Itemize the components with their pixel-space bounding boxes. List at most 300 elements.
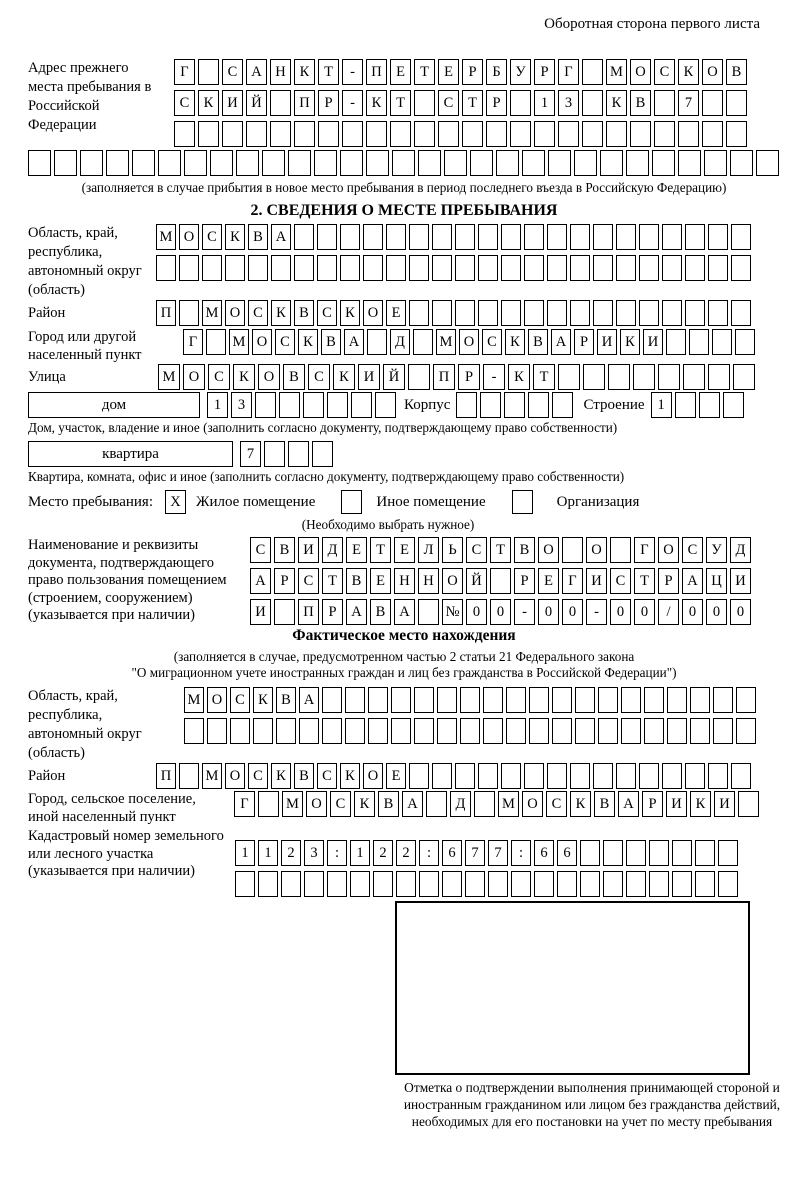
char-cell[interactable]: 0 [634, 599, 655, 625]
char-cell[interactable] [726, 121, 747, 147]
char-cell[interactable]: 3 [231, 392, 252, 418]
char-cell[interactable]: В [726, 59, 747, 85]
char-cell[interactable]: Ь [442, 537, 463, 563]
char-cell[interactable]: Г [183, 329, 203, 355]
char-cell[interactable] [480, 392, 501, 418]
ownership-doc-cells-row2[interactable] [250, 568, 751, 594]
char-cell[interactable] [621, 718, 641, 744]
char-cell[interactable] [735, 329, 755, 355]
char-cell[interactable]: Д [730, 537, 751, 563]
char-cell[interactable]: Е [370, 568, 391, 594]
char-cell[interactable] [253, 718, 273, 744]
char-cell[interactable] [132, 150, 155, 176]
char-cell[interactable] [552, 718, 572, 744]
actual-city-cells[interactable] [234, 791, 759, 817]
char-cell[interactable] [455, 300, 475, 326]
char-cell[interactable]: К [620, 329, 640, 355]
char-cell[interactable]: В [276, 687, 296, 713]
char-cell[interactable]: М [606, 59, 627, 85]
char-cell[interactable] [314, 150, 337, 176]
char-cell[interactable] [678, 121, 699, 147]
char-cell[interactable]: К [298, 329, 318, 355]
char-cell[interactable] [639, 300, 659, 326]
char-cell[interactable]: М [202, 763, 222, 789]
char-cell[interactable] [598, 687, 618, 713]
char-cell[interactable] [683, 364, 705, 390]
char-cell[interactable]: А [394, 599, 415, 625]
char-cell[interactable]: К [508, 364, 530, 390]
char-cell[interactable] [626, 840, 646, 866]
char-cell[interactable]: 6 [442, 840, 462, 866]
char-cell[interactable] [460, 718, 480, 744]
char-cell[interactable] [444, 150, 467, 176]
char-cell[interactable]: Е [386, 300, 406, 326]
char-cell[interactable]: Р [318, 90, 339, 116]
char-cell[interactable] [470, 150, 493, 176]
char-cell[interactable] [327, 871, 347, 897]
char-cell[interactable] [327, 392, 348, 418]
char-cell[interactable] [580, 840, 600, 866]
char-cell[interactable] [437, 687, 457, 713]
char-cell[interactable] [351, 392, 372, 418]
char-cell[interactable] [386, 224, 406, 250]
char-cell[interactable]: 1 [207, 392, 228, 418]
char-cell[interactable] [391, 718, 411, 744]
char-cell[interactable]: С [682, 537, 703, 563]
char-cell[interactable] [437, 718, 457, 744]
char-cell[interactable]: И [250, 599, 271, 625]
char-cell[interactable] [375, 392, 396, 418]
char-cell[interactable] [713, 687, 733, 713]
char-cell[interactable] [391, 687, 411, 713]
char-cell[interactable]: С [248, 300, 268, 326]
char-cell[interactable] [264, 441, 285, 467]
char-cell[interactable]: Т [318, 59, 339, 85]
char-cell[interactable] [654, 90, 675, 116]
stroenie-cells[interactable] [651, 392, 744, 418]
char-cell[interactable] [547, 255, 567, 281]
char-cell[interactable] [610, 537, 631, 563]
char-cell[interactable] [529, 718, 549, 744]
char-cell[interactable] [582, 90, 603, 116]
char-cell[interactable]: 0 [562, 599, 583, 625]
char-cell[interactable]: : [511, 840, 531, 866]
char-cell[interactable] [409, 763, 429, 789]
char-cell[interactable]: 2 [373, 840, 393, 866]
char-cell[interactable] [198, 59, 219, 85]
char-cell[interactable] [413, 329, 433, 355]
char-cell[interactable] [666, 329, 686, 355]
char-cell[interactable] [236, 150, 259, 176]
char-cell[interactable] [80, 150, 103, 176]
char-cell[interactable]: Р [534, 59, 555, 85]
char-cell[interactable] [288, 150, 311, 176]
char-cell[interactable]: Т [414, 59, 435, 85]
char-cell[interactable]: : [327, 840, 347, 866]
char-cell[interactable]: В [346, 568, 367, 594]
char-cell[interactable] [528, 392, 549, 418]
char-cell[interactable] [179, 300, 199, 326]
char-cell[interactable]: Т [370, 537, 391, 563]
char-cell[interactable]: О [363, 300, 383, 326]
char-cell[interactable] [345, 718, 365, 744]
char-cell[interactable]: В [378, 791, 399, 817]
char-cell[interactable] [570, 300, 590, 326]
char-cell[interactable]: - [514, 599, 535, 625]
char-cell[interactable]: М [282, 791, 303, 817]
char-cell[interactable] [626, 871, 646, 897]
char-cell[interactable]: А [402, 791, 423, 817]
char-cell[interactable]: 7 [240, 441, 261, 467]
char-cell[interactable] [179, 255, 199, 281]
char-cell[interactable] [414, 90, 435, 116]
char-cell[interactable]: К [690, 791, 711, 817]
char-cell[interactable] [390, 121, 411, 147]
char-cell[interactable] [363, 255, 383, 281]
char-cell[interactable] [418, 150, 441, 176]
char-cell[interactable] [644, 687, 664, 713]
char-cell[interactable]: 1 [235, 840, 255, 866]
street-cells[interactable] [158, 364, 755, 390]
char-cell[interactable] [534, 871, 554, 897]
char-cell[interactable] [704, 150, 727, 176]
char-cell[interactable]: - [342, 90, 363, 116]
char-cell[interactable]: И [222, 90, 243, 116]
char-cell[interactable] [662, 255, 682, 281]
char-cell[interactable]: А [618, 791, 639, 817]
char-cell[interactable]: Г [234, 791, 255, 817]
char-cell[interactable]: О [442, 568, 463, 594]
char-cell[interactable]: И [586, 568, 607, 594]
char-cell[interactable]: О [702, 59, 723, 85]
char-cell[interactable] [158, 150, 181, 176]
actual-district-cells[interactable] [156, 763, 751, 789]
char-cell[interactable] [409, 255, 429, 281]
char-cell[interactable]: / [658, 599, 679, 625]
char-cell[interactable]: 0 [706, 599, 727, 625]
char-cell[interactable]: А [246, 59, 267, 85]
char-cell[interactable]: Ц [706, 568, 727, 594]
cadastral-cells-row2[interactable] [235, 871, 738, 897]
char-cell[interactable] [106, 150, 129, 176]
char-cell[interactable]: О [538, 537, 559, 563]
char-cell[interactable] [202, 255, 222, 281]
char-cell[interactable]: В [630, 90, 651, 116]
char-cell[interactable]: : [419, 840, 439, 866]
char-cell[interactable] [702, 121, 723, 147]
char-cell[interactable]: П [156, 763, 176, 789]
char-cell[interactable]: К [271, 300, 291, 326]
char-cell[interactable]: И [597, 329, 617, 355]
char-cell[interactable]: И [643, 329, 663, 355]
char-cell[interactable] [258, 871, 278, 897]
char-cell[interactable] [501, 300, 521, 326]
char-cell[interactable]: Р [458, 364, 480, 390]
char-cell[interactable] [506, 718, 526, 744]
char-cell[interactable] [598, 718, 618, 744]
char-cell[interactable]: Г [562, 568, 583, 594]
char-cell[interactable] [524, 300, 544, 326]
region-cells-row1[interactable] [156, 224, 751, 250]
char-cell[interactable] [294, 255, 314, 281]
char-cell[interactable] [574, 150, 597, 176]
char-cell[interactable] [626, 150, 649, 176]
char-cell[interactable]: Е [386, 763, 406, 789]
char-cell[interactable] [570, 763, 590, 789]
char-cell[interactable]: К [366, 90, 387, 116]
char-cell[interactable]: 6 [534, 840, 554, 866]
char-cell[interactable]: Е [346, 537, 367, 563]
char-cell[interactable]: О [522, 791, 543, 817]
char-cell[interactable] [658, 364, 680, 390]
char-cell[interactable] [483, 687, 503, 713]
char-cell[interactable] [708, 300, 728, 326]
char-cell[interactable] [414, 121, 435, 147]
char-cell[interactable] [207, 718, 227, 744]
char-cell[interactable] [432, 763, 452, 789]
char-cell[interactable]: Д [322, 537, 343, 563]
actual-region-cells-row1[interactable] [184, 687, 756, 713]
char-cell[interactable]: В [283, 364, 305, 390]
char-cell[interactable]: О [179, 224, 199, 250]
char-cell[interactable]: 1 [651, 392, 672, 418]
char-cell[interactable] [733, 364, 755, 390]
char-cell[interactable]: К [505, 329, 525, 355]
char-cell[interactable]: К [225, 224, 245, 250]
char-cell[interactable] [438, 121, 459, 147]
char-cell[interactable]: В [294, 300, 314, 326]
char-cell[interactable]: С [654, 59, 675, 85]
char-cell[interactable] [304, 871, 324, 897]
char-cell[interactable]: В [248, 224, 268, 250]
char-cell[interactable] [478, 255, 498, 281]
char-cell[interactable] [501, 224, 521, 250]
char-cell[interactable] [340, 224, 360, 250]
char-cell[interactable] [630, 121, 651, 147]
char-cell[interactable] [644, 718, 664, 744]
char-cell[interactable]: 0 [730, 599, 751, 625]
char-cell[interactable] [258, 791, 279, 817]
prev-address-cells-row3[interactable] [174, 121, 747, 147]
char-cell[interactable] [690, 687, 710, 713]
char-cell[interactable] [702, 90, 723, 116]
char-cell[interactable] [570, 224, 590, 250]
char-cell[interactable] [580, 871, 600, 897]
char-cell[interactable]: С [275, 329, 295, 355]
prev-address-cells-row1[interactable] [174, 59, 747, 85]
char-cell[interactable]: К [354, 791, 375, 817]
char-cell[interactable] [552, 687, 572, 713]
char-cell[interactable]: 0 [682, 599, 703, 625]
char-cell[interactable] [547, 763, 567, 789]
char-cell[interactable]: С [298, 568, 319, 594]
char-cell[interactable]: Р [274, 568, 295, 594]
char-cell[interactable] [288, 441, 309, 467]
char-cell[interactable]: 1 [350, 840, 370, 866]
char-cell[interactable] [593, 763, 613, 789]
char-cell[interactable] [529, 687, 549, 713]
char-cell[interactable] [198, 121, 219, 147]
char-cell[interactable]: О [258, 364, 280, 390]
char-cell[interactable] [455, 224, 475, 250]
char-cell[interactable] [474, 791, 495, 817]
char-cell[interactable] [174, 121, 195, 147]
char-cell[interactable]: В [321, 329, 341, 355]
char-cell[interactable] [522, 150, 545, 176]
city-cells[interactable] [183, 329, 755, 355]
char-cell[interactable]: К [271, 763, 291, 789]
char-cell[interactable] [621, 687, 641, 713]
char-cell[interactable]: 0 [610, 599, 631, 625]
char-cell[interactable]: П [156, 300, 176, 326]
char-cell[interactable]: И [730, 568, 751, 594]
char-cell[interactable]: В [514, 537, 535, 563]
char-cell[interactable] [368, 687, 388, 713]
char-cell[interactable] [616, 763, 636, 789]
char-cell[interactable] [558, 364, 580, 390]
char-cell[interactable] [649, 871, 669, 897]
char-cell[interactable]: Н [394, 568, 415, 594]
char-cell[interactable]: И [666, 791, 687, 817]
char-cell[interactable] [557, 871, 577, 897]
char-cell[interactable] [206, 329, 226, 355]
char-cell[interactable]: 0 [538, 599, 559, 625]
char-cell[interactable] [322, 687, 342, 713]
char-cell[interactable] [408, 364, 430, 390]
char-cell[interactable] [616, 224, 636, 250]
char-cell[interactable] [312, 441, 333, 467]
char-cell[interactable]: Р [574, 329, 594, 355]
char-cell[interactable] [695, 871, 715, 897]
char-cell[interactable]: К [198, 90, 219, 116]
char-cell[interactable] [726, 90, 747, 116]
char-cell[interactable] [756, 150, 779, 176]
char-cell[interactable]: - [586, 599, 607, 625]
char-cell[interactable]: С [330, 791, 351, 817]
stay-type-checkbox-other-premises[interactable] [341, 490, 362, 514]
char-cell[interactable] [558, 121, 579, 147]
char-cell[interactable]: А [346, 599, 367, 625]
char-cell[interactable]: О [252, 329, 272, 355]
char-cell[interactable]: М [156, 224, 176, 250]
char-cell[interactable] [419, 871, 439, 897]
char-cell[interactable]: 2 [396, 840, 416, 866]
char-cell[interactable] [690, 718, 710, 744]
char-cell[interactable]: С [208, 364, 230, 390]
char-cell[interactable] [600, 150, 623, 176]
char-cell[interactable]: К [294, 59, 315, 85]
actual-region-cells-row2[interactable] [184, 718, 756, 744]
char-cell[interactable] [730, 150, 753, 176]
char-cell[interactable]: П [366, 59, 387, 85]
korpus-cells[interactable] [456, 392, 573, 418]
char-cell[interactable] [570, 255, 590, 281]
prev-address-cells-row4[interactable] [28, 150, 780, 176]
char-cell[interactable]: А [271, 224, 291, 250]
char-cell[interactable]: В [370, 599, 391, 625]
char-cell[interactable]: К [570, 791, 591, 817]
char-cell[interactable]: С [248, 763, 268, 789]
char-cell[interactable]: О [363, 763, 383, 789]
char-cell[interactable]: Р [658, 568, 679, 594]
char-cell[interactable] [184, 150, 207, 176]
char-cell[interactable]: Й [383, 364, 405, 390]
char-cell[interactable] [695, 840, 715, 866]
char-cell[interactable] [548, 150, 571, 176]
char-cell[interactable]: Б [486, 59, 507, 85]
char-cell[interactable]: У [510, 59, 531, 85]
char-cell[interactable]: С [546, 791, 567, 817]
char-cell[interactable] [184, 718, 204, 744]
char-cell[interactable] [685, 255, 705, 281]
char-cell[interactable]: С [482, 329, 502, 355]
char-cell[interactable]: 0 [490, 599, 511, 625]
char-cell[interactable] [432, 300, 452, 326]
house-number-cells[interactable] [207, 392, 396, 418]
char-cell[interactable] [633, 364, 655, 390]
char-cell[interactable]: Т [462, 90, 483, 116]
char-cell[interactable]: 2 [281, 840, 301, 866]
char-cell[interactable] [731, 300, 751, 326]
char-cell[interactable] [486, 121, 507, 147]
char-cell[interactable] [708, 364, 730, 390]
char-cell[interactable]: - [483, 364, 505, 390]
char-cell[interactable] [582, 121, 603, 147]
char-cell[interactable] [672, 840, 692, 866]
char-cell[interactable]: Т [634, 568, 655, 594]
char-cell[interactable] [350, 871, 370, 897]
char-cell[interactable] [366, 121, 387, 147]
char-cell[interactable] [442, 871, 462, 897]
char-cell[interactable]: Й [246, 90, 267, 116]
char-cell[interactable]: А [299, 687, 319, 713]
char-cell[interactable] [708, 255, 728, 281]
char-cell[interactable] [718, 840, 738, 866]
char-cell[interactable]: К [253, 687, 273, 713]
char-cell[interactable]: И [714, 791, 735, 817]
char-cell[interactable] [685, 224, 705, 250]
char-cell[interactable]: П [433, 364, 455, 390]
char-cell[interactable] [547, 300, 567, 326]
char-cell[interactable] [294, 121, 315, 147]
char-cell[interactable]: Д [450, 791, 471, 817]
char-cell[interactable] [262, 150, 285, 176]
char-cell[interactable]: О [658, 537, 679, 563]
char-cell[interactable] [639, 255, 659, 281]
char-cell[interactable] [510, 121, 531, 147]
char-cell[interactable] [667, 718, 687, 744]
char-cell[interactable] [322, 718, 342, 744]
char-cell[interactable] [685, 763, 705, 789]
char-cell[interactable] [608, 364, 630, 390]
char-cell[interactable] [363, 224, 383, 250]
char-cell[interactable]: Й [466, 568, 487, 594]
char-cell[interactable] [432, 255, 452, 281]
region-cells-row2[interactable] [156, 255, 751, 281]
char-cell[interactable] [667, 687, 687, 713]
char-cell[interactable] [606, 121, 627, 147]
char-cell[interactable]: К [340, 300, 360, 326]
char-cell[interactable] [342, 121, 363, 147]
char-cell[interactable] [392, 150, 415, 176]
char-cell[interactable] [639, 763, 659, 789]
char-cell[interactable] [456, 392, 477, 418]
char-cell[interactable] [672, 871, 692, 897]
char-cell[interactable] [222, 121, 243, 147]
char-cell[interactable]: № [442, 599, 463, 625]
char-cell[interactable] [488, 871, 508, 897]
char-cell[interactable]: Т [490, 537, 511, 563]
